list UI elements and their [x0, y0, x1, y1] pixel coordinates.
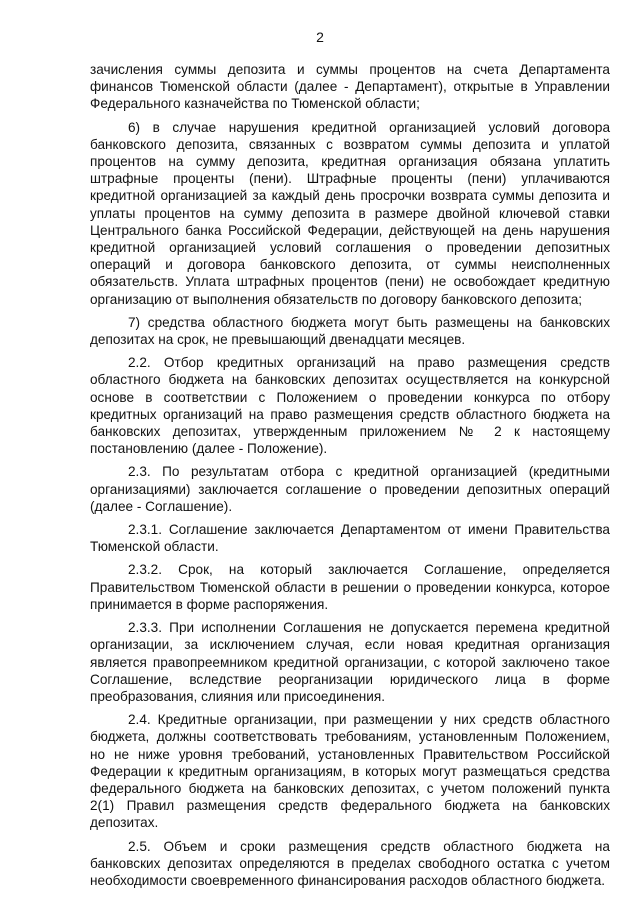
paragraph-2-3-2: 2.3.2. Срок, на который заключается Соглашение, определяется Правительством Тюменской области в решении о проведении конкурса, которое принимается в форме распоряжения.	[90, 562, 610, 612]
paragraph-2-2: 2.2. Отбор кредитных организаций на право размещения средств областного бюджета на банковских депозитах осуществляется на конкурсной основе в соответствии с Положением о проведении конкурса по отбору кредитных организаций на право размещения средств областного бюджета на банковских депозитах, утвержденным приложением № 2 к настоящему постановлению (далее - Положение).	[90, 355, 610, 457]
paragraph-2-3-3: 2.3.3. При исполнении Соглашения не допускается перемена кредитной организации, за исключением случая, если новая кредитная организация является правопреемником кредитной организации, с которой заключено такое Соглашение, вследствие реорганизации юридического лица в форме преобразования, слияния или присоединения.	[90, 620, 610, 704]
paragraph-item-6: 6) в случае нарушения кредитной организацией условий договора банковского депозита, связанных с возвратом суммы депозита и уплатой процентов на сумму депозита, кредитная организация обязана уплатить штрафные проценты (пени). Штрафные проценты (пени) уплачиваются кредитной организацией за каждый день просрочки возврата суммы депозита и уплаты процентов на сумму депозита в размере двойной ключевой ставки Центрального банка Российской Федерации, действующей на день нарушения кредитной организацией условий соглашения о проведении депозитных операций и договора банковского депозита, от суммы неисполненных обязательств. Уплата штрафных процентов (пени) не освобождает кредитную организацию от выполнения обязательств по договору банковского депозита;	[90, 119, 610, 307]
paragraph-2-3-1: 2.3.1. Соглашение заключается Департаментом от имени Правительства Тюменской области.	[90, 522, 610, 555]
paragraph-item-7: 7) средства областного бюджета могут быть размещены на банковских депозитах на срок, не превышающий двенадцати месяцев.	[90, 314, 610, 348]
page-number: 2	[316, 29, 324, 45]
paragraph-continuation: зачисления суммы депозита и суммы процентов на счета Департамента финансов Тюменской области (далее - Департамент), открытые в Управлении Федерального казначейства по Тюменской области;	[90, 62, 610, 112]
document-body	[90, 61, 610, 895]
paragraph-2-4: 2.4. Кредитные организации, при размещении у них средств областного бюджета, должны соответствовать требованиям, установленным Положением, но не ниже уровня требований, установленных Правительством Российской Федерации к кредитным организациям, в которых могут размещаться средства федерального бюджета на банковских депозитах, с учетом положений пункта 2(1) Правил размещения средств федерального бюджета на банковских депозитах.	[90, 712, 610, 831]
paragraph-2-3: 2.3. По результатам отбора с кредитной организацией (кредитными организациями) заключается соглашение о проведении депозитных операций (далее - Соглашение).	[90, 464, 610, 514]
paragraph-2-5: 2.5. Объем и сроки размещения средств областного бюджета на банковских депозитах определяются в пределах свободного остатка с учетом необходимости своевременного финансирования расходов областного бюджета.	[90, 838, 610, 888]
